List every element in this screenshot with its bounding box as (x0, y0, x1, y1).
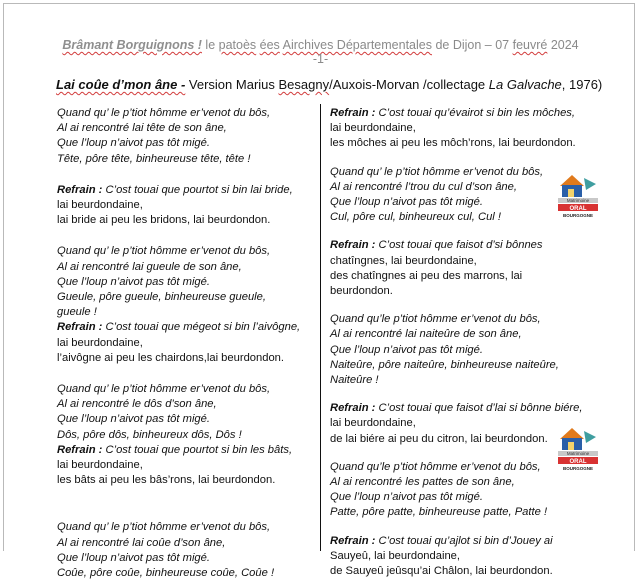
refrain-line: lai bride ai peu les bridons, lai beurdondon. (57, 214, 271, 227)
refrain-line: C’ost touai que faisot d’si bônnes (375, 239, 543, 252)
verse-stanza (57, 106, 315, 167)
verse-line: Tête, pôre tête, binheureuse tête, tête ! (57, 152, 251, 165)
verse-line: Que l’loup n’aivot pas tôt migé. (57, 551, 210, 564)
verse-stanza (57, 382, 315, 443)
header-text: le (201, 38, 219, 52)
refrain-line: C’ost touai que pourtot si bin lai bride, (102, 183, 293, 196)
verse-line: Naiteûre, pôre naiteûre, binheureuse naiteûre, (330, 358, 559, 371)
song-title-bold: Lai coûe d’mon âne - (56, 77, 186, 92)
refrain-line: l’aivôgne ai peu les chairdons,lai beurdondon. (57, 351, 285, 364)
song-region: /Auxois-Morvan /collectage (329, 77, 489, 92)
verse-stanza (57, 244, 315, 320)
refrain-stanza (330, 106, 596, 152)
verse-line: Gueule, pôre gueule, binheureuse gueule, (57, 291, 266, 304)
refrain-stanza (57, 443, 315, 489)
song-title (56, 77, 602, 92)
header-word: feuvré (512, 38, 548, 52)
verse-line: Quand qu’le p’tiot hômme er’venot du bôs, (330, 313, 541, 326)
refrain-stanza (330, 238, 596, 299)
refrain-line: chatîngnes, lai beurdondaine, (330, 254, 477, 267)
header-word: Airchives Départementales (282, 38, 432, 52)
refrain-line: de lai biére ai peu du citron, lai beurdondon. (330, 432, 548, 445)
left-column (57, 106, 315, 581)
verse-line: Quand qu’ le p’tiot hômme er’venot du bôs, (57, 245, 271, 258)
refrain-label: Refrain : (330, 534, 376, 547)
header-word: patoès (218, 38, 257, 52)
verse-line: Cul, pôre cul, binheureux cul, Cul ! (330, 211, 502, 224)
header-event-title: Brâmant Borguignons ! (62, 38, 202, 52)
logo-line-3: BOURGOGNE (562, 213, 594, 218)
verse-line: Naiteûre ! (330, 374, 379, 387)
verse-line: gueule ! (57, 306, 97, 319)
refrain-line: les môches ai peu les môch’rons, lai beurdondon. (330, 137, 576, 150)
verse-line: Al ai rencontré l’trou du cul d’son âne, (330, 180, 517, 193)
verse-line: Coûe, pôre coûe, binheureuse coûe, Coûe ! (57, 567, 275, 580)
logo-line-1: Matrimoine (566, 451, 590, 456)
verse-line: Al ai rencontré lai gueule de son âne, (57, 260, 242, 273)
song-version: Version Marius (185, 77, 279, 92)
verse-line: Quand qu’ le p’tiot hômme er’venot du bôs, (57, 521, 271, 534)
refrain-label: Refrain : (330, 239, 376, 252)
patrimoine-oral-logo (556, 423, 600, 471)
header-line (0, 38, 641, 52)
refrain-label: Refrain : (330, 402, 376, 415)
refrain-line: de Sauyeû jeûsqu’ai Châlon, lai beurdondon. (330, 565, 553, 578)
refrain-label: Refrain : (330, 107, 376, 119)
verse-line: Al ai rencontré lai tête de son âne, (57, 122, 227, 135)
logo-line-3: BOURGOGNE (562, 466, 594, 471)
verse-line: Al ai rencontré les pattes de son âne, (330, 476, 515, 489)
verse-line: Al ai rencontré le dôs d’son âne, (57, 398, 217, 411)
singer-name: Besagny (278, 77, 330, 92)
refrain-line: les bâts ai peu les bâs’rons, lai beurdondon. (57, 474, 276, 487)
page-number: -1- (312, 52, 329, 66)
verse-stanza (330, 312, 596, 388)
verse-line: Que l’loup n’aivot pas tôt migé. (330, 491, 483, 504)
refrain-stanza (57, 320, 315, 366)
refrain-label: Refrain : (57, 183, 103, 196)
logo-line-2: ORAL (569, 206, 587, 212)
refrain-stanza (330, 534, 596, 580)
verse-line: Que l’loup n’aivot pas tôt migé. (57, 275, 210, 288)
refrain-line: lai beurdondaine, (330, 122, 416, 135)
song-source: La Galvache (488, 77, 562, 92)
column-divider (320, 104, 321, 551)
refrain-line: lai beurdondaine, (330, 417, 416, 430)
refrain-label: Refrain : (57, 443, 103, 456)
verse-line: Al ai rencontré lai naiteûre de son âne, (330, 328, 522, 341)
refrain-stanza (57, 183, 315, 229)
header-word: ées (259, 38, 280, 52)
refrain-line: C’ost touai qu’évairot si bin les môches, (375, 107, 575, 119)
logo-line-2: ORAL (569, 459, 587, 465)
verse-line: Al ai rencontré lai coûe d’son âne, (57, 536, 226, 549)
header-text: de Dijon – 07 (431, 38, 513, 52)
verse-line: Quand qu’ le p’tiot hômme er’venot du bôs, (330, 165, 544, 178)
refrain-line: lai beurdondaine, (57, 336, 143, 349)
verse-line: Dôs, pôre dôs, binheureux dôs, Dôs ! (57, 428, 242, 441)
refrain-line: lai beurdondaine, (57, 199, 143, 212)
refrain-label: Refrain : (57, 321, 103, 334)
verse-line: Que l’loup n’aivot pas tôt migé. (57, 137, 210, 150)
refrain-line: Sauyeû, lai beurdondaine, (330, 549, 461, 562)
verse-line: Quand qu’ le p’tiot hômme er’venot du bôs, (57, 107, 271, 119)
verse-line: Patte, pôre patte, binheureuse patte, Patte ! (330, 506, 548, 519)
song-year: , 1976) (561, 77, 603, 92)
verse-line: Quand qu’le p’tiot hômme er’venot du bôs, (330, 460, 541, 473)
refrain-line: C’ost touai que pourtot si bin les bâts, (102, 443, 293, 456)
logo-line-1: Matrimoine (566, 198, 590, 203)
header-text: 2024 (547, 38, 579, 52)
refrain-line: beurdondon. (330, 285, 393, 298)
verse-line: Que l’loup n’aivot pas tôt migé. (330, 343, 483, 356)
patrimoine-oral-logo (556, 170, 600, 218)
verse-line: Que l’loup n’aivot pas tôt migé. (57, 413, 210, 426)
refrain-line: C’ost touai que mégeot si bin l’aivôgne, (102, 321, 301, 334)
refrain-line: lai beurdondaine, (57, 459, 143, 472)
document-header (0, 38, 641, 66)
verse-line: Quand qu’ le p’tiot hômme er’venot du bôs, (57, 383, 271, 396)
refrain-line: C’ost touai que faisot d’lai si bônne biére, (375, 402, 583, 415)
verse-line: Que l’loup n’aivot pas tôt migé. (330, 196, 483, 209)
refrain-line: C’ost touai qu’ajlot si bin d’Jouey ai (375, 534, 553, 547)
refrain-line: des chatîngnes ai peu des marrons, lai (330, 269, 523, 282)
